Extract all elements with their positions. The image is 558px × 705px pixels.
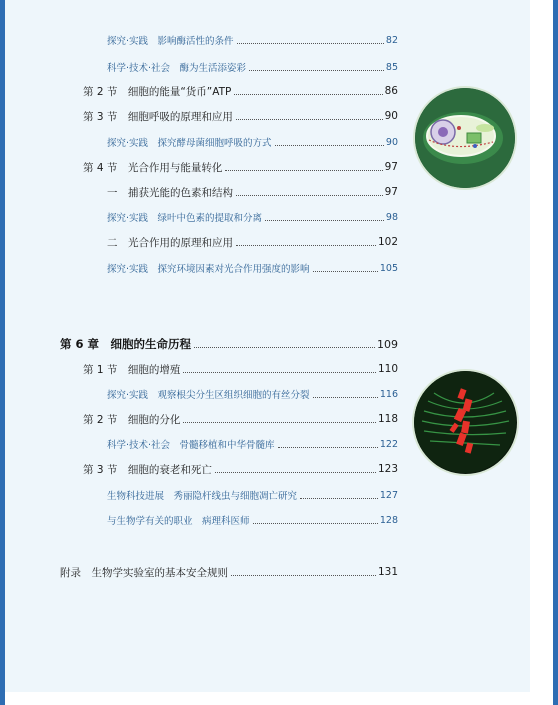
toc-entry-title: 探究·实践 探究酵母菌细胞呼吸的方式 xyxy=(107,138,272,149)
toc-entry-page: 118 xyxy=(377,413,398,425)
leader-dots xyxy=(278,447,378,448)
leader-dots xyxy=(236,119,383,120)
toc-entry-title: 探究·实践 绿叶中色素的提取和分离 xyxy=(107,213,263,224)
toc-entry-title: 第 3 节 细胞呼吸的原理和应用 xyxy=(83,110,233,123)
toc-entry-page: 131 xyxy=(377,566,398,578)
leader-dots xyxy=(183,372,376,373)
toc-entry-title: 探究·实践 探究环境因素对光合作用强度的影响 xyxy=(107,264,310,275)
toc-entry-title: 生物科技进展 秀丽隐杆线虫与细胞凋亡研究 xyxy=(107,491,298,502)
toc-entry-page: 110 xyxy=(377,363,398,375)
leader-dots xyxy=(234,94,382,95)
toc-entry[interactable] xyxy=(83,360,398,378)
leader-dots xyxy=(183,422,376,423)
toc-entry-page: 105 xyxy=(379,262,398,274)
toc-entry[interactable] xyxy=(107,133,398,151)
toc-entry-title: 探究·实践 影响酶活性的条件 xyxy=(107,36,234,47)
toc-entry-title: 二 光合作用的原理和应用 xyxy=(107,236,233,249)
leader-dots xyxy=(236,195,383,196)
toc-entry-title: 与生物学有关的职业 病理科医师 xyxy=(107,516,250,527)
toc-entry[interactable] xyxy=(107,385,398,403)
cell-diagram-illustration xyxy=(415,88,515,188)
toc-entry-page: 86 xyxy=(384,85,398,97)
toc-entry-page: 123 xyxy=(377,463,398,475)
leader-dots xyxy=(237,43,384,44)
toc-entry[interactable] xyxy=(107,208,398,226)
toc-entry[interactable] xyxy=(107,435,398,453)
toc-entry-page: 90 xyxy=(385,136,398,148)
toc-entry-title: 第 1 节 细胞的增殖 xyxy=(83,363,181,376)
toc-entry-page: 122 xyxy=(379,438,398,450)
toc-entry[interactable] xyxy=(107,511,398,529)
toc-appendix[interactable] xyxy=(60,563,398,581)
toc-entry-page: 102 xyxy=(377,236,398,248)
toc-entry[interactable] xyxy=(83,460,398,478)
toc-entry-title: 第 2 节 细胞的分化 xyxy=(83,413,181,426)
toc-entry-title: 附录 生物学实验室的基本安全规则 xyxy=(60,566,228,579)
leader-dots xyxy=(313,271,378,272)
toc-entry-page: 128 xyxy=(379,514,398,526)
toc-entry-page: 109 xyxy=(377,337,398,351)
toc-entry-page: 82 xyxy=(385,34,398,46)
toc-entry[interactable] xyxy=(83,82,398,100)
toc-entry-title: 科学·技术·社会 骨髓移植和中华骨髓库 xyxy=(107,440,275,451)
leader-dots xyxy=(215,472,376,473)
leader-dots xyxy=(231,575,376,576)
leader-dots xyxy=(225,170,382,171)
toc-entry[interactable] xyxy=(107,183,398,201)
leader-dots xyxy=(236,245,376,246)
toc-chapter[interactable] xyxy=(60,335,398,353)
toc-entry[interactable] xyxy=(107,58,398,76)
toc-entry[interactable] xyxy=(83,107,398,125)
toc-entry-page: 98 xyxy=(385,211,398,223)
toc-entry-title: 探究·实践 观察根尖分生区组织细胞的有丝分裂 xyxy=(107,390,310,401)
toc-entry[interactable] xyxy=(107,259,398,277)
leader-dots xyxy=(313,397,378,398)
leader-dots xyxy=(300,498,378,499)
toc-entry-title: 科学·技术·社会 酶为生活添姿彩 xyxy=(107,63,247,74)
toc-entry-page: 127 xyxy=(379,489,398,501)
toc-entry-page: 97 xyxy=(384,161,398,173)
toc-entry[interactable] xyxy=(107,31,398,49)
toc-entry-page: 97 xyxy=(384,186,398,198)
leader-dots xyxy=(275,145,384,146)
leader-dots xyxy=(249,70,384,71)
toc-entry[interactable] xyxy=(107,486,398,504)
toc-entry-title: 第 4 节 光合作用与能量转化 xyxy=(83,161,223,174)
toc-entry-title: 第 6 章 细胞的生命历程 xyxy=(60,337,192,351)
toc-entry-page: 116 xyxy=(379,388,398,400)
toc-entry-page: 90 xyxy=(384,110,398,122)
toc-entry-title: 第 3 节 细胞的衰老和死亡 xyxy=(83,463,212,476)
toc-entry[interactable] xyxy=(83,158,398,176)
toc-entry[interactable] xyxy=(107,233,398,251)
toc-entry-page: 85 xyxy=(385,61,398,73)
leader-dots xyxy=(253,523,378,524)
toc-entry-title: 一 捕获光能的色素和结构 xyxy=(107,186,233,199)
toc-entry[interactable] xyxy=(83,410,398,428)
toc-entry-title: 第 2 节 细胞的能量“货币”ATP xyxy=(83,85,232,98)
leader-dots xyxy=(194,347,375,348)
leader-dots xyxy=(265,220,384,221)
mitosis-micrograph-illustration xyxy=(414,371,517,474)
